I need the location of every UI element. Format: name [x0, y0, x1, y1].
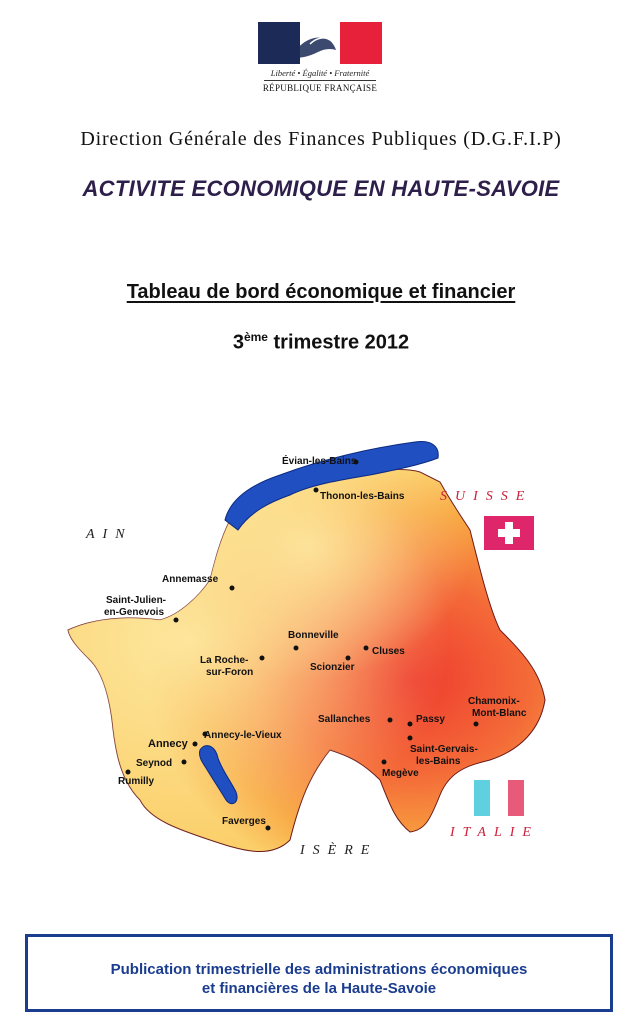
republique-francaise-logo [258, 22, 382, 98]
town-megeve: Megève [382, 768, 419, 779]
dot-megeve [382, 760, 387, 765]
dot-rumilly [126, 770, 131, 775]
town-la-roche-line2: sur-Foron [206, 667, 254, 678]
dot-scionzier [346, 656, 351, 661]
motto-text: Liberté • Égalité • Fraternité [270, 68, 370, 78]
town-seynod: Seynod [136, 758, 173, 769]
subtitle-text: Tableau de bord économique et financier [126, 281, 516, 303]
period-text: trimestre 2012 [267, 331, 410, 354]
dot-passy [408, 722, 413, 727]
town-thonon: Thonon-les-Bains [320, 491, 405, 502]
haute-savoie-map [0, 420, 642, 880]
region-isere: ISÈRE [300, 843, 378, 858]
dot-saint-gervais [408, 736, 413, 741]
republique-text: RÉPUBLIQUE FRANÇAISE [262, 83, 378, 93]
period-label [0, 330, 642, 355]
dot-seynod [182, 760, 187, 765]
town-chamonix-line1: Chamonix- [468, 696, 520, 707]
town-evian: Évian-les-Bains [282, 456, 357, 467]
marianne-icon [300, 22, 340, 64]
dot-annemasse [230, 586, 235, 591]
dot-thonon [314, 488, 319, 493]
town-cluses: Cluses [372, 646, 405, 657]
town-scionzier: Scionzier [310, 662, 355, 673]
document-title: ACTIVITE ECONOMIQUE EN HAUTE-SAVOIE [82, 176, 560, 201]
region-italie: ITALIE [450, 825, 539, 840]
town-saint-julien-line1: Saint-Julien- [106, 595, 167, 606]
town-saint-julien-line2: en-Genevois [104, 607, 165, 618]
publication-line-1: Publication trimestrielle des administrations économiques [110, 961, 528, 978]
town-saint-gervais-line1: Saint-Gervais- [410, 744, 478, 755]
dot-annecy [193, 742, 198, 747]
dot-faverges [266, 826, 271, 831]
dot-saint-julien [174, 618, 179, 623]
motto-divider [264, 80, 376, 81]
town-rumilly: Rumilly [118, 776, 155, 787]
period-ordinal: 3 [232, 331, 244, 354]
italy-flag-icon [474, 780, 524, 816]
town-passy: Passy [416, 714, 445, 725]
publication-line-2: et financières de la Haute-Savoie [201, 980, 437, 997]
document-subtitle [0, 281, 642, 304]
region-ain: AIN [86, 527, 133, 542]
town-saint-gervais-line2: les-Bains [416, 756, 461, 767]
town-la-roche-line1: La Roche- [200, 655, 249, 666]
dot-cluses [364, 646, 369, 651]
flag-red-band [340, 22, 382, 64]
dot-la-roche [260, 656, 265, 661]
dot-sallanches [388, 718, 393, 723]
dot-bonneville [294, 646, 299, 651]
town-bonneville: Bonneville [288, 630, 339, 641]
town-annecy: Annecy [148, 738, 188, 750]
town-chamonix-line2: Mont-Blanc [472, 708, 527, 719]
swiss-flag-icon [484, 516, 534, 550]
flag-white-band [300, 22, 340, 64]
town-faverges: Faverges [222, 816, 266, 827]
flag-blue-band [258, 22, 300, 64]
town-annemasse: Annemasse [162, 574, 219, 585]
direction-heading: Direction Générale des Finances Publiques (D.G.F.I.P) [80, 128, 562, 150]
dot-chamonix [474, 722, 479, 727]
town-sallanches: Sallanches [318, 714, 371, 725]
region-suisse: SUISSE [440, 489, 533, 504]
town-annecy-le-vieux: Annecy-le-Vieux [204, 730, 282, 741]
period-superscript: ème [243, 330, 268, 344]
